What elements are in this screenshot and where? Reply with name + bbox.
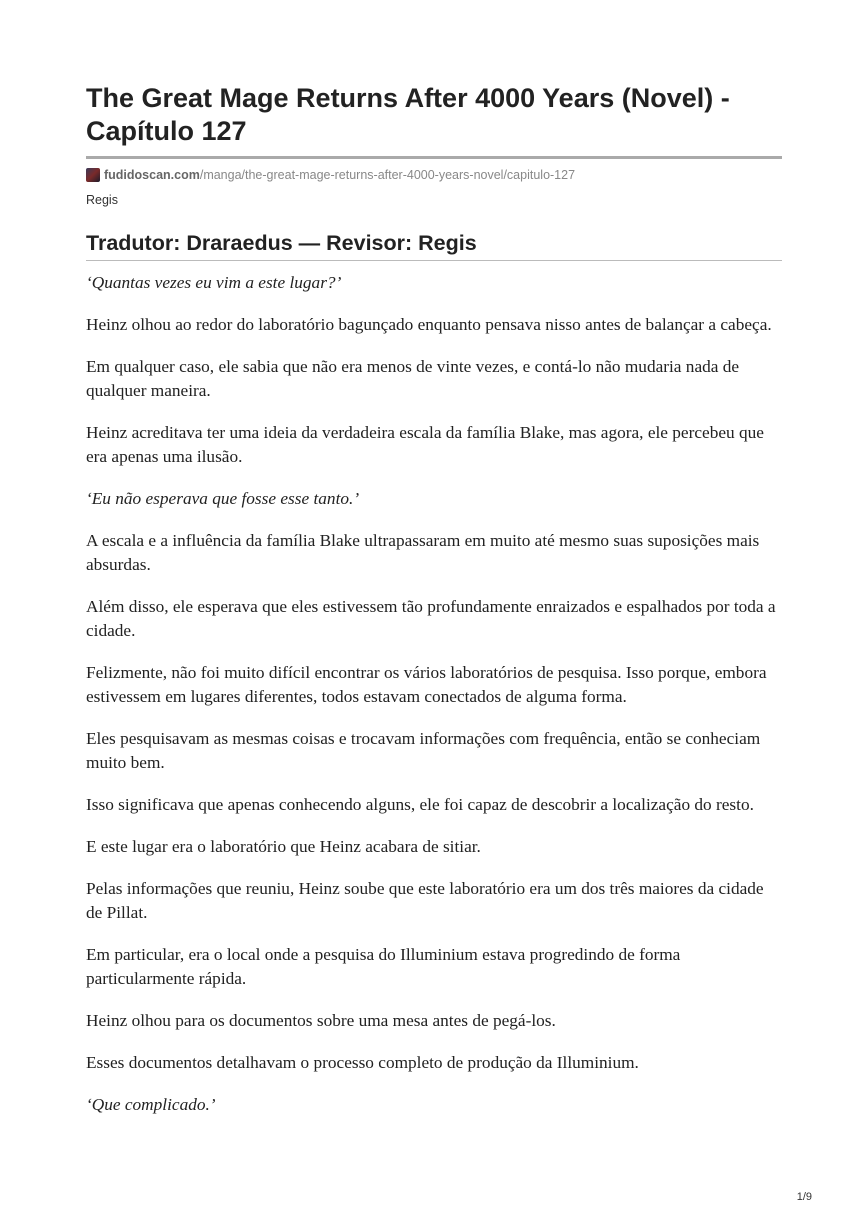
document-page (86, 82, 782, 1135)
section-heading: Tradutor: Draraedus — Revisor: Regis (86, 230, 782, 261)
site-favicon-icon (86, 168, 100, 182)
paragraph: Em qualquer caso, ele sabia que não era menos de vinte vezes, e contá-lo não mudaria nada de qualquer maneira. (86, 357, 740, 400)
source-link[interactable] (104, 168, 575, 182)
paragraph: Isso significava que apenas conhecendo alguns, ele foi capaz de descobrir a localização do resto. (86, 795, 754, 814)
paragraph: Além disso, ele esperava que eles estivessem tão profundamente enraizados e espalhados por toda a cidade. (86, 597, 776, 640)
paragraph: ‘Que complicado.’ (86, 1095, 216, 1114)
paragraph: Heinz olhou para os documentos sobre uma mesa antes de pegá-los. (86, 1011, 556, 1030)
author-name: Regis (86, 193, 118, 207)
page-number: 1/9 (796, 1191, 812, 1203)
paragraph: Heinz acreditava ter uma ideia da verdadeira escala da família Blake, mas agora, ele percebeu que era apenas uma ilusão. (86, 423, 764, 466)
paragraph: ‘Eu não esperava que fosse esse tanto.’ (86, 489, 360, 508)
chapter-body (86, 271, 782, 1117)
paragraph: Pelas informações que reuniu, Heinz soube que este laboratório era um dos três maiores da cidade de Pillat. (86, 879, 764, 922)
source-line (86, 165, 782, 185)
paragraph: Eles pesquisavam as mesmas coisas e trocavam informações com frequência, então se conheciam muito bem. (86, 729, 761, 772)
paragraph: ‘Quantas vezes eu vim a este lugar?’ (86, 273, 342, 292)
page-title: The Great Mage Returns After 4000 Years (Novel) - Capítulo 127 (86, 82, 782, 159)
paragraph: E este lugar era o laboratório que Heinz acabara de sitiar. (86, 837, 481, 856)
paragraph: Esses documentos detalhavam o processo completo de produção da Illuminium. (86, 1053, 639, 1072)
paragraph: Heinz olhou ao redor do laboratório bagunçado enquanto pensava nisso antes de balançar a cabeça. (86, 315, 772, 334)
paragraph: Felizmente, não foi muito difícil encontrar os vários laboratórios de pesquisa. Isso porque, embora estivessem em lugares diferentes, todos estavam conectados de alguma forma. (86, 663, 767, 706)
source-path: /manga/the-great-mage-returns-after-4000-years-novel/capitulo-127 (199, 168, 576, 182)
paragraph: Em particular, era o local onde a pesquisa do Illuminium estava progredindo de forma particularmente rápida. (86, 945, 681, 988)
source-domain: fudidoscan.com (104, 168, 200, 182)
paragraph: A escala e a influência da família Blake ultrapassaram em muito até mesmo suas suposições mais absurdas. (86, 531, 760, 574)
